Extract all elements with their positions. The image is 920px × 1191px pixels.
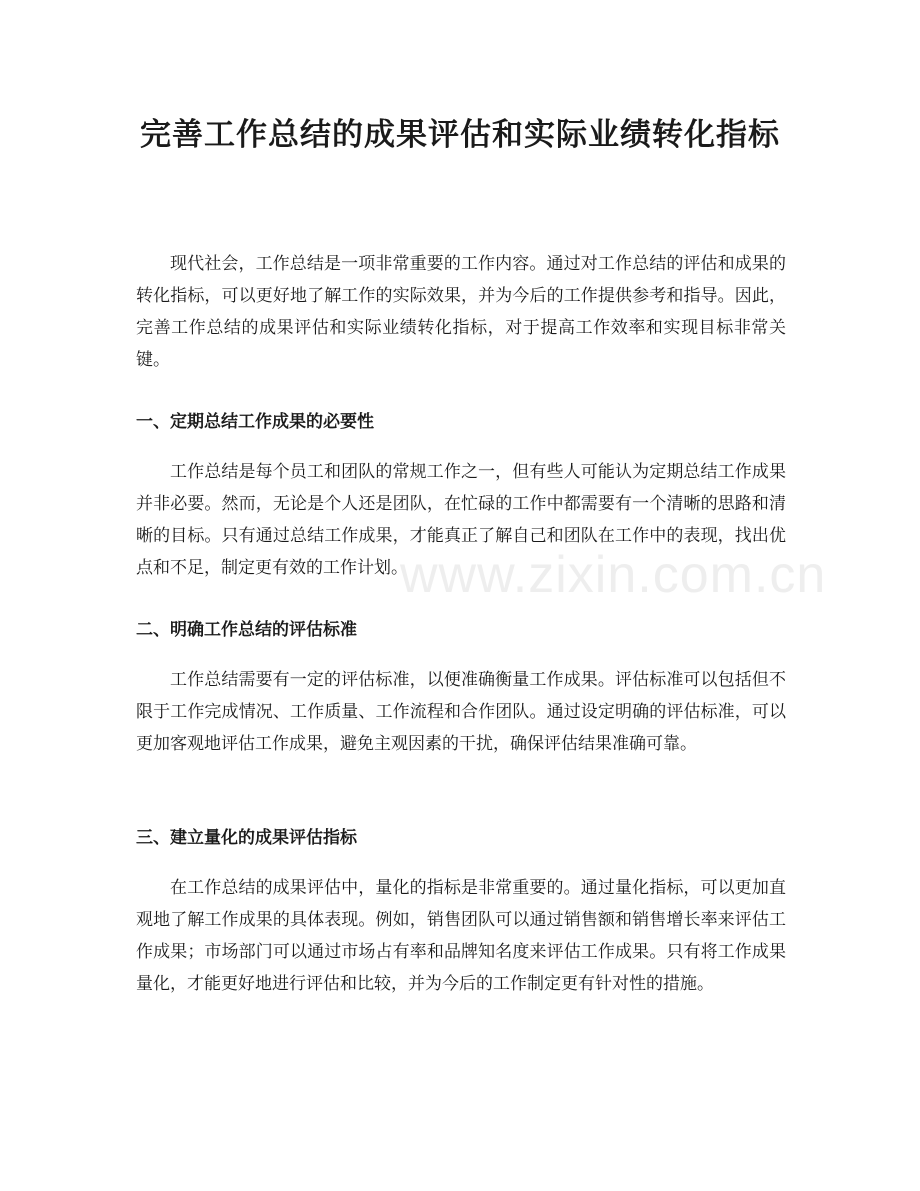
document-title: 完善工作总结的成果评估和实际业绩转化指标: [140, 117, 780, 153]
section-1-heading: 一、定期总结工作成果的必要性: [136, 412, 374, 432]
watermark: www.zixin.com.cn: [400, 546, 827, 604]
section-3-heading: 三、建立量化的成果评估指标: [136, 828, 357, 848]
section-1-paragraph: 工作总结是每个员工和团队的常规工作之一，但有些人可能认为定期总结工作成果并非必要。然而，无论是个人还是团队，在忙碌的工作中都需要有一个清晰的思路和清晰的目标。只有通过总结工作成果，才能真正了解自己和团队在工作中的表现，找出优点和不足，制定更有效的工作计划。: [136, 462, 786, 578]
section-2-heading: 二、明确工作总结的评估标准: [136, 620, 357, 640]
intro-paragraph: 现代社会，工作总结是一项非常重要的工作内容。通过对工作总结的评估和成果的转化指标，可以更好地了解工作的实际效果，并为今后的工作提供参考和指导。因此，完善工作总结的成果评估和实际业绩转化指标，对于提高工作效率和实现目标非常关键。: [136, 254, 786, 370]
section-2-paragraph: 工作总结需要有一定的评估标准，以便准确衡量工作成果。评估标准可以包括但不限于工作完成情况、工作质量、工作流程和合作团队。通过设定明确的评估标准，可以更加客观地评估工作成果，避免主观因素的干扰，确保评估结果准确可靠。: [136, 670, 786, 754]
section-3-paragraph: 在工作总结的成果评估中，量化的指标是非常重要的。通过量化指标，可以更加直观地了解工作成果的具体表现。例如，销售团队可以通过销售额和销售增长率来评估工作成果；市场部门可以通过市场占有率和品牌知名度来评估工作成果。只有将工作成果量化，才能更好地进行评估和比较，并为今后的工作制定更有针对性的措施。: [136, 878, 786, 994]
